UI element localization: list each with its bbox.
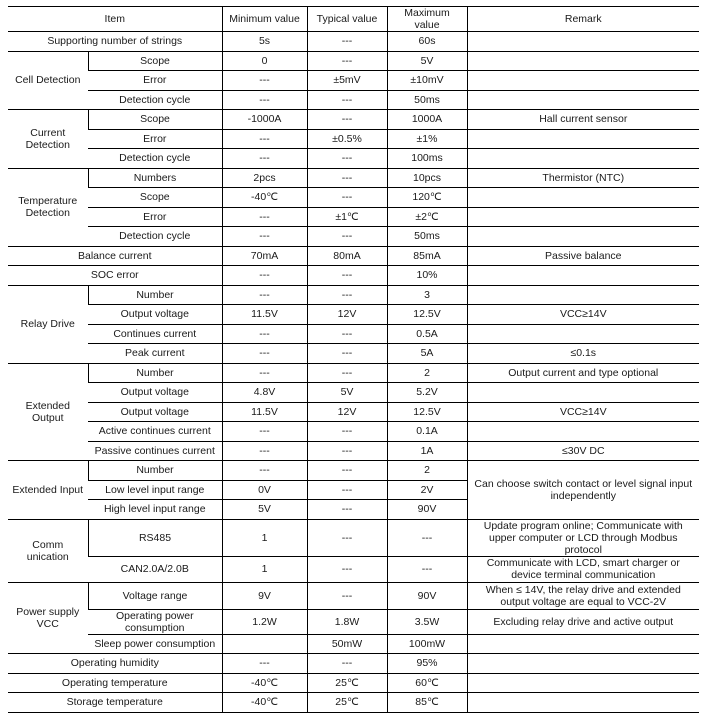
remark-cell	[467, 129, 699, 149]
table-row	[8, 344, 699, 364]
table-row	[8, 188, 699, 208]
row-label: Balance current	[8, 246, 222, 266]
max-cell: 3.5W	[387, 609, 467, 634]
group-current-detection: Current Detection	[8, 110, 88, 169]
remark-cell: ≤30V DC	[467, 441, 699, 461]
table-row	[8, 441, 699, 461]
table-row	[8, 363, 699, 383]
typ-cell: 1.8W	[307, 609, 387, 634]
max-cell: 50ms	[387, 90, 467, 110]
min-cell: 1.2W	[222, 609, 307, 634]
group-power-supply: Power supply VCC	[8, 583, 88, 654]
min-cell: ---	[222, 207, 307, 227]
max-cell: ---	[387, 519, 467, 556]
table-row	[8, 673, 699, 693]
row-label: Scope	[88, 51, 222, 71]
typ-cell: 80mA	[307, 246, 387, 266]
remark-cell	[467, 285, 699, 305]
spec-table	[8, 6, 699, 713]
remark-cell	[467, 324, 699, 344]
typ-cell: ---	[307, 422, 387, 442]
max-cell: 10%	[387, 266, 467, 286]
remark-cell	[467, 693, 699, 713]
min-cell: 11.5V	[222, 402, 307, 422]
remark-cell	[467, 71, 699, 91]
remark-cell	[467, 383, 699, 403]
remark-cell: Thermistor (NTC)	[467, 168, 699, 188]
typ-cell: ---	[307, 556, 387, 583]
min-cell: 4.8V	[222, 383, 307, 403]
typ-cell: ---	[307, 480, 387, 500]
typ-cell: ---	[307, 344, 387, 364]
typ-cell: ---	[307, 51, 387, 71]
max-cell: 2	[387, 461, 467, 481]
row-label: Active continues current	[88, 422, 222, 442]
row-label: Output voltage	[88, 305, 222, 325]
max-cell: ±2℃	[387, 207, 467, 227]
typ-cell: 50mW	[307, 634, 387, 654]
max-cell: 5.2V	[387, 383, 467, 403]
group-extended-output: Extended Output	[8, 363, 88, 461]
row-label: Passive continues current	[88, 441, 222, 461]
typ-cell: ---	[307, 461, 387, 481]
typ-cell: ---	[307, 441, 387, 461]
table-row	[8, 305, 699, 325]
table-row	[8, 168, 699, 188]
table-row	[8, 207, 699, 227]
min-cell: 9V	[222, 583, 307, 610]
row-label: Voltage range	[88, 583, 222, 610]
table-row	[8, 129, 699, 149]
max-cell: 60s	[387, 32, 467, 52]
remark-cell: Communicate with LCD, smart charger or device terminal communication	[467, 556, 699, 583]
row-label: Detection cycle	[88, 90, 222, 110]
table-row	[8, 227, 699, 247]
max-cell: ---	[387, 556, 467, 583]
max-cell: 95%	[387, 654, 467, 674]
remark-cell: ≤0.1s	[467, 344, 699, 364]
typ-cell: ---	[307, 188, 387, 208]
max-cell: ±1%	[387, 129, 467, 149]
max-cell: 85mA	[387, 246, 467, 266]
row-label: Output voltage	[88, 402, 222, 422]
typ-cell: ±5mV	[307, 71, 387, 91]
row-label: Operating humidity	[8, 654, 222, 674]
table-row	[8, 246, 699, 266]
typ-cell: 25℃	[307, 673, 387, 693]
min-cell: -40℃	[222, 693, 307, 713]
group-extended-input: Extended Input	[8, 461, 88, 520]
typ-cell: ---	[307, 110, 387, 130]
typ-cell: ---	[307, 227, 387, 247]
max-cell: 2	[387, 363, 467, 383]
remark-cell	[467, 673, 699, 693]
typ-cell: 25℃	[307, 693, 387, 713]
typ-cell: ---	[307, 324, 387, 344]
max-cell: 12.5V	[387, 305, 467, 325]
row-label: Supporting number of strings	[8, 32, 222, 52]
table-row	[8, 71, 699, 91]
row-label: SOC error	[8, 266, 222, 286]
min-cell: ---	[222, 129, 307, 149]
min-cell: -40℃	[222, 188, 307, 208]
table-row	[8, 110, 699, 130]
min-cell: ---	[222, 266, 307, 286]
min-cell: ---	[222, 149, 307, 169]
min-cell: -40℃	[222, 673, 307, 693]
max-cell: 2V	[387, 480, 467, 500]
row-label: Peak current	[88, 344, 222, 364]
min-cell: 1	[222, 519, 307, 556]
remark-cell	[467, 188, 699, 208]
max-cell: 100ms	[387, 149, 467, 169]
remark-cell	[467, 634, 699, 654]
min-cell: 5s	[222, 32, 307, 52]
table-row	[8, 266, 699, 286]
min-cell: ---	[222, 461, 307, 481]
row-label: Number	[88, 285, 222, 305]
max-cell: 1A	[387, 441, 467, 461]
row-label: Storage temperature	[8, 693, 222, 713]
row-label: Number	[88, 461, 222, 481]
table-row	[8, 32, 699, 52]
row-label: Operating temperature	[8, 673, 222, 693]
min-cell: ---	[222, 441, 307, 461]
remark-cell	[467, 51, 699, 71]
row-label: Detection cycle	[88, 227, 222, 247]
typ-cell: ---	[307, 583, 387, 610]
max-cell: 0.1A	[387, 422, 467, 442]
group-relay-drive: Relay Drive	[8, 285, 88, 363]
remark-cell	[467, 654, 699, 674]
table-row	[8, 519, 699, 556]
remark-cell	[467, 266, 699, 286]
min-cell: ---	[222, 422, 307, 442]
max-cell: 12.5V	[387, 402, 467, 422]
row-label: Error	[88, 71, 222, 91]
min-cell: ---	[222, 654, 307, 674]
table-row	[8, 556, 699, 583]
typ-cell: ---	[307, 285, 387, 305]
min-cell: 5V	[222, 500, 307, 520]
max-cell: 90V	[387, 500, 467, 520]
max-cell: 50ms	[387, 227, 467, 247]
typ-cell: ±0.5%	[307, 129, 387, 149]
remark-cell: VCC≥14V	[467, 305, 699, 325]
min-cell: ---	[222, 71, 307, 91]
remark-cell	[467, 422, 699, 442]
remark-cell	[467, 90, 699, 110]
header-item: Item	[8, 7, 222, 32]
group-cell-detection: Cell Detection	[8, 51, 88, 110]
table-row	[8, 90, 699, 110]
min-cell: 2pcs	[222, 168, 307, 188]
min-cell: 1	[222, 556, 307, 583]
table-row	[8, 634, 699, 654]
max-cell: 90V	[387, 583, 467, 610]
typ-cell: 12V	[307, 305, 387, 325]
row-label: Output voltage	[88, 383, 222, 403]
row-label: Scope	[88, 110, 222, 130]
table-row	[8, 51, 699, 71]
typ-cell: ---	[307, 266, 387, 286]
row-label: Error	[88, 129, 222, 149]
max-cell: 120℃	[387, 188, 467, 208]
group-temperature-detection: Temperature Detection	[8, 168, 88, 246]
header-min: Minimum value	[222, 7, 307, 32]
min-cell: ---	[222, 285, 307, 305]
table-row	[8, 422, 699, 442]
min-cell: ---	[222, 344, 307, 364]
row-label: High level input range	[88, 500, 222, 520]
typ-cell: ±1℃	[307, 207, 387, 227]
row-label: Low level input range	[88, 480, 222, 500]
max-cell: 5A	[387, 344, 467, 364]
row-label: Continues current	[88, 324, 222, 344]
remark-cell: VCC≥14V	[467, 402, 699, 422]
row-label: Number	[88, 363, 222, 383]
remark-cell	[467, 149, 699, 169]
min-cell	[222, 634, 307, 654]
max-cell: 5V	[387, 51, 467, 71]
min-cell: ---	[222, 90, 307, 110]
group-communication: Comm unication	[8, 519, 88, 583]
typ-cell: ---	[307, 168, 387, 188]
min-cell: ---	[222, 363, 307, 383]
row-label: Error	[88, 207, 222, 227]
header-max: Maximum value	[387, 7, 467, 32]
header-typ: Typical value	[307, 7, 387, 32]
typ-cell: ---	[307, 363, 387, 383]
max-cell: 0.5A	[387, 324, 467, 344]
row-label: RS485	[88, 519, 222, 556]
table-row	[8, 654, 699, 674]
min-cell: -1000A	[222, 110, 307, 130]
table-row	[8, 461, 699, 481]
typ-cell: 5V	[307, 383, 387, 403]
min-cell: 70mA	[222, 246, 307, 266]
table-row	[8, 693, 699, 713]
header-remark: Remark	[467, 7, 699, 32]
typ-cell: ---	[307, 519, 387, 556]
row-label: Detection cycle	[88, 149, 222, 169]
table-row	[8, 402, 699, 422]
row-label: Operating power consumption	[88, 609, 222, 634]
max-cell: ±10mV	[387, 71, 467, 91]
remark-cell: Can choose switch contact or level signal input independently	[467, 461, 699, 520]
max-cell: 100mW	[387, 634, 467, 654]
typ-cell: 12V	[307, 402, 387, 422]
min-cell: 0V	[222, 480, 307, 500]
remark-cell	[467, 32, 699, 52]
typ-cell: ---	[307, 500, 387, 520]
max-cell: 10pcs	[387, 168, 467, 188]
table-row	[8, 583, 699, 610]
remark-cell: Hall current sensor	[467, 110, 699, 130]
remark-cell: Update program online; Communicate with upper computer or LCD through Modbus protocol	[467, 519, 699, 556]
remark-cell	[467, 227, 699, 247]
remark-cell	[467, 207, 699, 227]
remark-cell: Excluding relay drive and active output	[467, 609, 699, 634]
table-row	[8, 609, 699, 634]
min-cell: ---	[222, 324, 307, 344]
row-label: Scope	[88, 188, 222, 208]
min-cell: ---	[222, 227, 307, 247]
table-row	[8, 285, 699, 305]
max-cell: 85℃	[387, 693, 467, 713]
typ-cell: ---	[307, 654, 387, 674]
typ-cell: ---	[307, 149, 387, 169]
table-row	[8, 149, 699, 169]
table-row	[8, 324, 699, 344]
remark-cell: Passive balance	[467, 246, 699, 266]
table-row	[8, 383, 699, 403]
max-cell: 60℃	[387, 673, 467, 693]
min-cell: 11.5V	[222, 305, 307, 325]
row-label: CAN2.0A/2.0B	[88, 556, 222, 583]
typ-cell: ---	[307, 32, 387, 52]
max-cell: 1000A	[387, 110, 467, 130]
table-header-row	[8, 7, 699, 32]
max-cell: 3	[387, 285, 467, 305]
row-label: Sleep power consumption	[88, 634, 222, 654]
row-label: Numbers	[88, 168, 222, 188]
remark-cell: Output current and type optional	[467, 363, 699, 383]
min-cell: 0	[222, 51, 307, 71]
typ-cell: ---	[307, 90, 387, 110]
remark-cell: When ≤ 14V, the relay drive and extended output voltage are equal to VCC-2V	[467, 583, 699, 610]
